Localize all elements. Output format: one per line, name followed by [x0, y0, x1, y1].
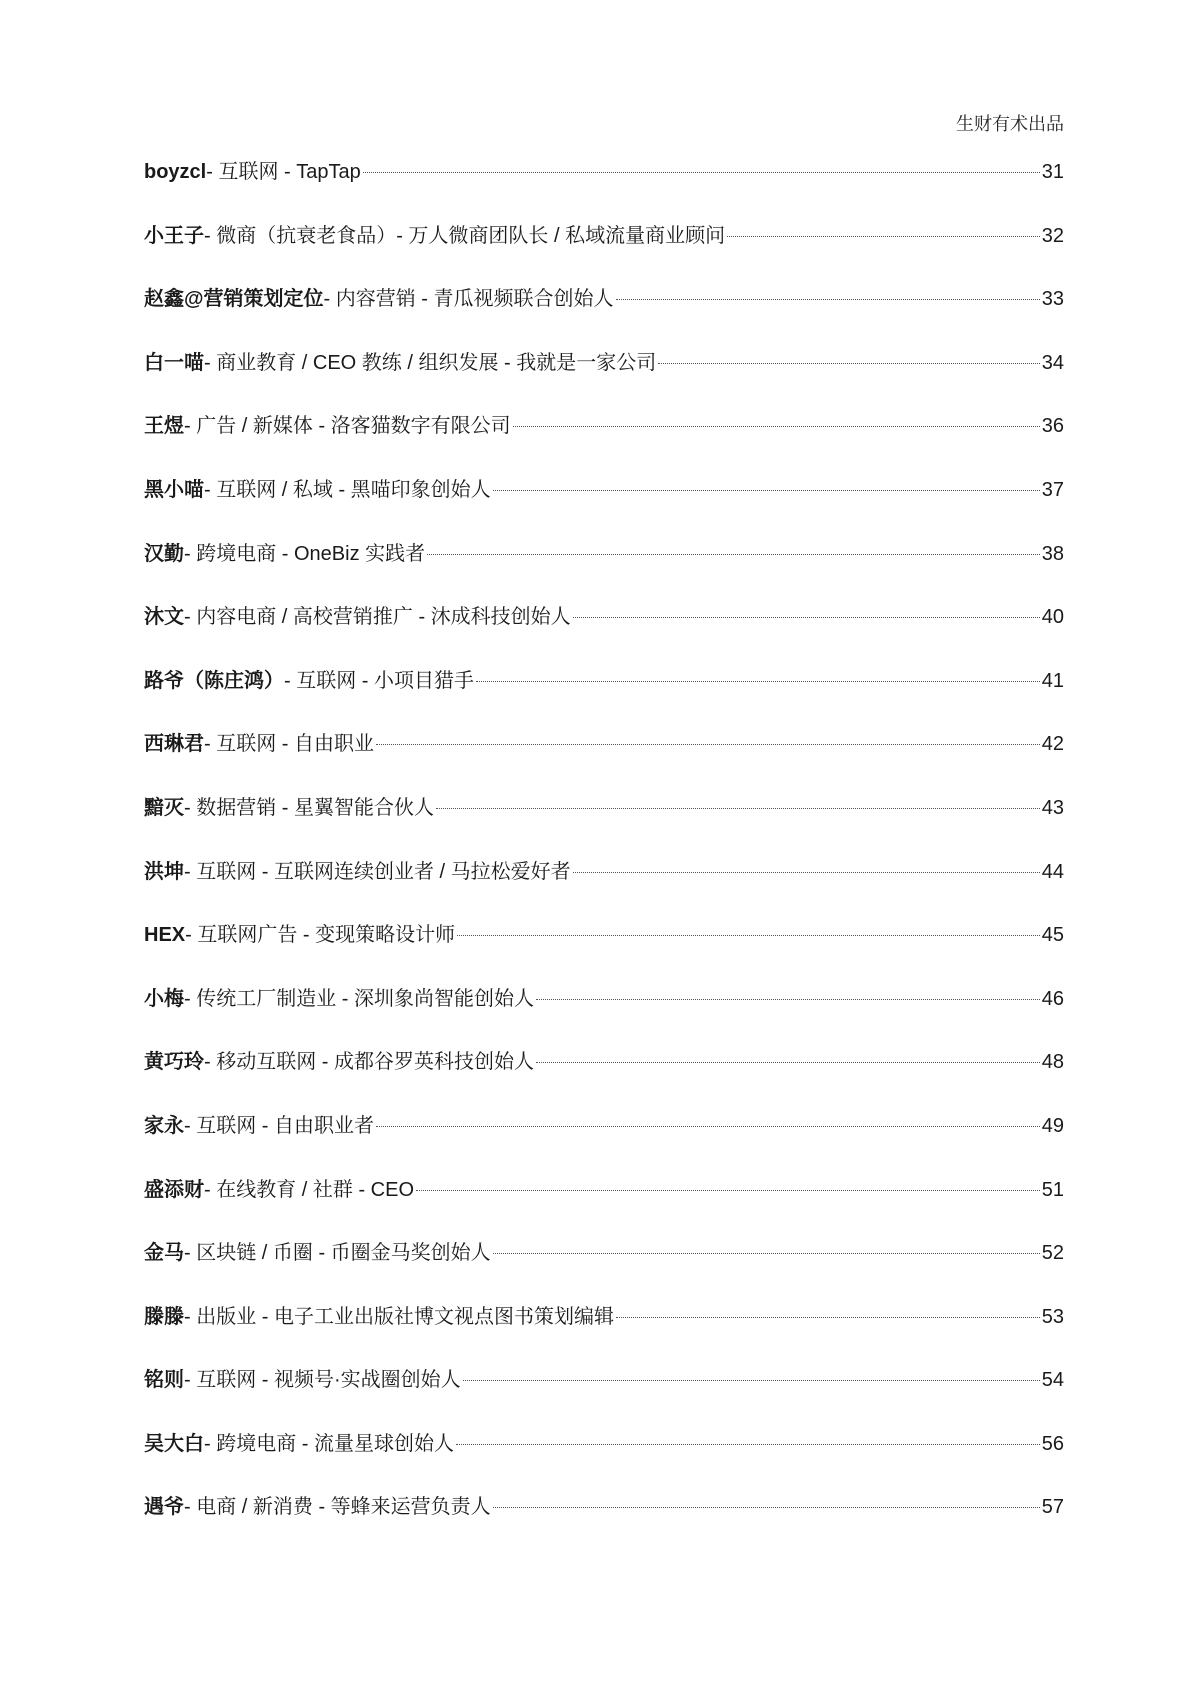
toc-entry-desc: - 广告 / 新媒体 - 洛客猫数字有限公司: [184, 415, 511, 438]
toc-entry-name: 遇爷: [144, 1496, 184, 1519]
toc-entry-name: 白一喵: [144, 351, 204, 374]
toc-entry-name: 吴大白: [144, 1432, 204, 1455]
dot-leader: [416, 1190, 1040, 1191]
toc-entry-desc: - 电商 / 新消费 - 等蜂来运营负责人: [184, 1496, 491, 1519]
toc-entry[interactable]: [144, 1305, 1064, 1369]
toc-entry[interactable]: [144, 224, 1064, 288]
toc-entry-name: 小王子: [144, 224, 204, 247]
toc-entry-name: 盛添财: [144, 1178, 204, 1201]
toc-entry-desc: - 跨境电商 - 流量星球创始人: [204, 1432, 454, 1455]
toc-entry-page: 54: [1041, 1369, 1064, 1392]
toc-entry[interactable]: [144, 542, 1064, 606]
toc-entry-desc: - 商业教育 / CEO 教练 / 组织发展 - 我就是一家公司: [204, 351, 657, 374]
toc-entry[interactable]: [144, 1050, 1064, 1114]
toc-entry-page: 46: [1041, 987, 1064, 1010]
toc-entry-name: 洪坤: [144, 860, 184, 883]
toc-entry[interactable]: [144, 1114, 1064, 1178]
toc-entry-page: 33: [1041, 288, 1064, 311]
toc-entry-desc: - 数据营销 - 星翼智能合伙人: [184, 796, 434, 819]
dot-leader: [616, 1317, 1040, 1318]
page-header: 生财有术出品: [956, 114, 1064, 134]
toc-entry-page: 53: [1041, 1305, 1064, 1328]
toc-entry-page: 31: [1041, 161, 1064, 183]
toc-entry-name: 西琳君: [144, 733, 204, 756]
toc-entry-page: 41: [1041, 669, 1064, 692]
toc-entry-page: 38: [1041, 542, 1064, 565]
toc-entry-page: 43: [1041, 796, 1064, 819]
toc-entry-page: 56: [1041, 1432, 1064, 1455]
toc-entry-name: boyzcl: [144, 161, 207, 183]
toc-entry-page: 51: [1041, 1178, 1064, 1201]
toc-entry[interactable]: [144, 287, 1064, 351]
toc-entry-name: 金马: [144, 1242, 184, 1265]
toc-entry-page: 37: [1041, 478, 1064, 501]
toc-entry[interactable]: [144, 1432, 1064, 1496]
toc-entry-desc: - 互联网 / 私域 - 黑喵印象创始人: [204, 478, 491, 501]
toc-entry-desc: - 内容营销 - 青瓜视频联合创始人: [323, 288, 614, 311]
toc-entry-page: 36: [1041, 415, 1064, 438]
toc-entry[interactable]: [144, 1368, 1064, 1432]
dot-leader: [727, 236, 1040, 237]
toc-entry-desc: - 区块链 / 币圈 - 币圈金马奖创始人: [184, 1242, 491, 1265]
toc-entry-desc: - 移动互联网 - 成都谷罗英科技创始人: [204, 1051, 534, 1074]
toc-entry-desc: - 互联网 - 自由职业者: [184, 1114, 374, 1137]
dot-leader: [493, 1253, 1040, 1254]
dot-leader: [463, 1380, 1040, 1381]
dot-leader: [536, 1062, 1040, 1063]
toc-entry-name: 王煜: [144, 415, 184, 438]
toc-entry-desc: - 互联网广告 - 变现策略设计师: [185, 924, 456, 947]
toc-entry-desc: - 互联网 - 小项目猎手: [284, 669, 474, 692]
toc-entry-desc: - 互联网 - 自由职业: [204, 733, 374, 756]
toc-entry-page: 40: [1041, 606, 1064, 629]
toc-entry[interactable]: [144, 478, 1064, 542]
toc-entry-name: 汉勤: [144, 542, 184, 565]
toc-entry-desc: - 微商（抗衰老食品）- 万人微商团队长 / 私域流量商业顾问: [204, 224, 726, 247]
dot-leader: [376, 1126, 1040, 1127]
table-of-contents: [144, 160, 1064, 1559]
dot-leader: [457, 935, 1040, 936]
dot-leader: [363, 172, 1040, 173]
toc-entry-page: 52: [1041, 1242, 1064, 1265]
toc-entry-name: 路爷（陈庄鸿）: [144, 669, 284, 692]
toc-entry[interactable]: [144, 987, 1064, 1051]
toc-entry[interactable]: [144, 351, 1064, 415]
dot-leader: [536, 999, 1040, 1000]
dot-leader: [616, 299, 1040, 300]
toc-entry-desc: - 在线教育 / 社群 - CEO: [204, 1178, 414, 1201]
toc-entry[interactable]: [144, 1495, 1064, 1559]
toc-entry[interactable]: [144, 1241, 1064, 1305]
toc-entry-name: 滕滕: [144, 1305, 184, 1328]
toc-entry-page: 44: [1041, 860, 1064, 883]
toc-entry-desc: - 跨境电商 - OneBiz 实践者: [184, 542, 426, 565]
toc-entry-name: HEX: [144, 924, 186, 947]
toc-entry-name: 黑小喵: [144, 478, 204, 501]
toc-entry[interactable]: [144, 860, 1064, 924]
toc-entry-desc: - 互联网 - 互联网连续创业者 / 马拉松爱好者: [184, 860, 571, 883]
toc-entry-page: 48: [1041, 1051, 1064, 1074]
dot-leader: [476, 681, 1040, 682]
toc-entry[interactable]: [144, 732, 1064, 796]
dot-leader: [658, 363, 1040, 364]
toc-entry-page: 32: [1041, 224, 1064, 247]
toc-entry-name: 小梅: [144, 987, 184, 1010]
toc-entry-name: 家永: [144, 1114, 184, 1137]
toc-entry-name: 黯灭: [144, 796, 184, 819]
toc-entry-desc: - 互联网 - TapTap: [206, 161, 361, 183]
toc-entry-page: 45: [1041, 924, 1064, 947]
toc-entry-name: 赵鑫@营销策划定位: [144, 288, 324, 311]
dot-leader: [456, 1444, 1040, 1445]
toc-entry-desc: - 互联网 - 视频号·实战圈创始人: [184, 1369, 461, 1392]
toc-entry-name: 沐文: [144, 606, 184, 629]
dot-leader: [436, 808, 1040, 809]
toc-entry-desc: - 出版业 - 电子工业出版社博文视点图书策划编辑: [184, 1305, 614, 1328]
toc-entry-page: 42: [1041, 733, 1064, 756]
toc-entry-name: 黄巧玲: [144, 1051, 204, 1074]
toc-entry-desc: - 内容电商 / 高校营销推广 - 沐成科技创始人: [184, 606, 571, 629]
toc-entry[interactable]: [144, 1178, 1064, 1242]
dot-leader: [573, 872, 1040, 873]
dot-leader: [573, 617, 1040, 618]
dot-leader: [427, 554, 1040, 555]
toc-entry[interactable]: [144, 414, 1064, 478]
toc-entry[interactable]: [144, 605, 1064, 669]
toc-entry[interactable]: [144, 669, 1064, 733]
toc-entry[interactable]: [144, 796, 1064, 860]
toc-entry[interactable]: [144, 160, 1064, 224]
toc-entry-desc: - 传统工厂制造业 - 深圳象尚智能创始人: [184, 987, 534, 1010]
toc-entry[interactable]: [144, 923, 1064, 987]
toc-entry-page: 57: [1041, 1496, 1064, 1519]
toc-entry-name: 铭则: [144, 1369, 184, 1392]
dot-leader: [493, 490, 1040, 491]
dot-leader: [493, 1507, 1040, 1508]
dot-leader: [513, 426, 1040, 427]
dot-leader: [376, 744, 1040, 745]
toc-entry-page: 49: [1041, 1114, 1064, 1137]
toc-entry-page: 34: [1041, 351, 1064, 374]
